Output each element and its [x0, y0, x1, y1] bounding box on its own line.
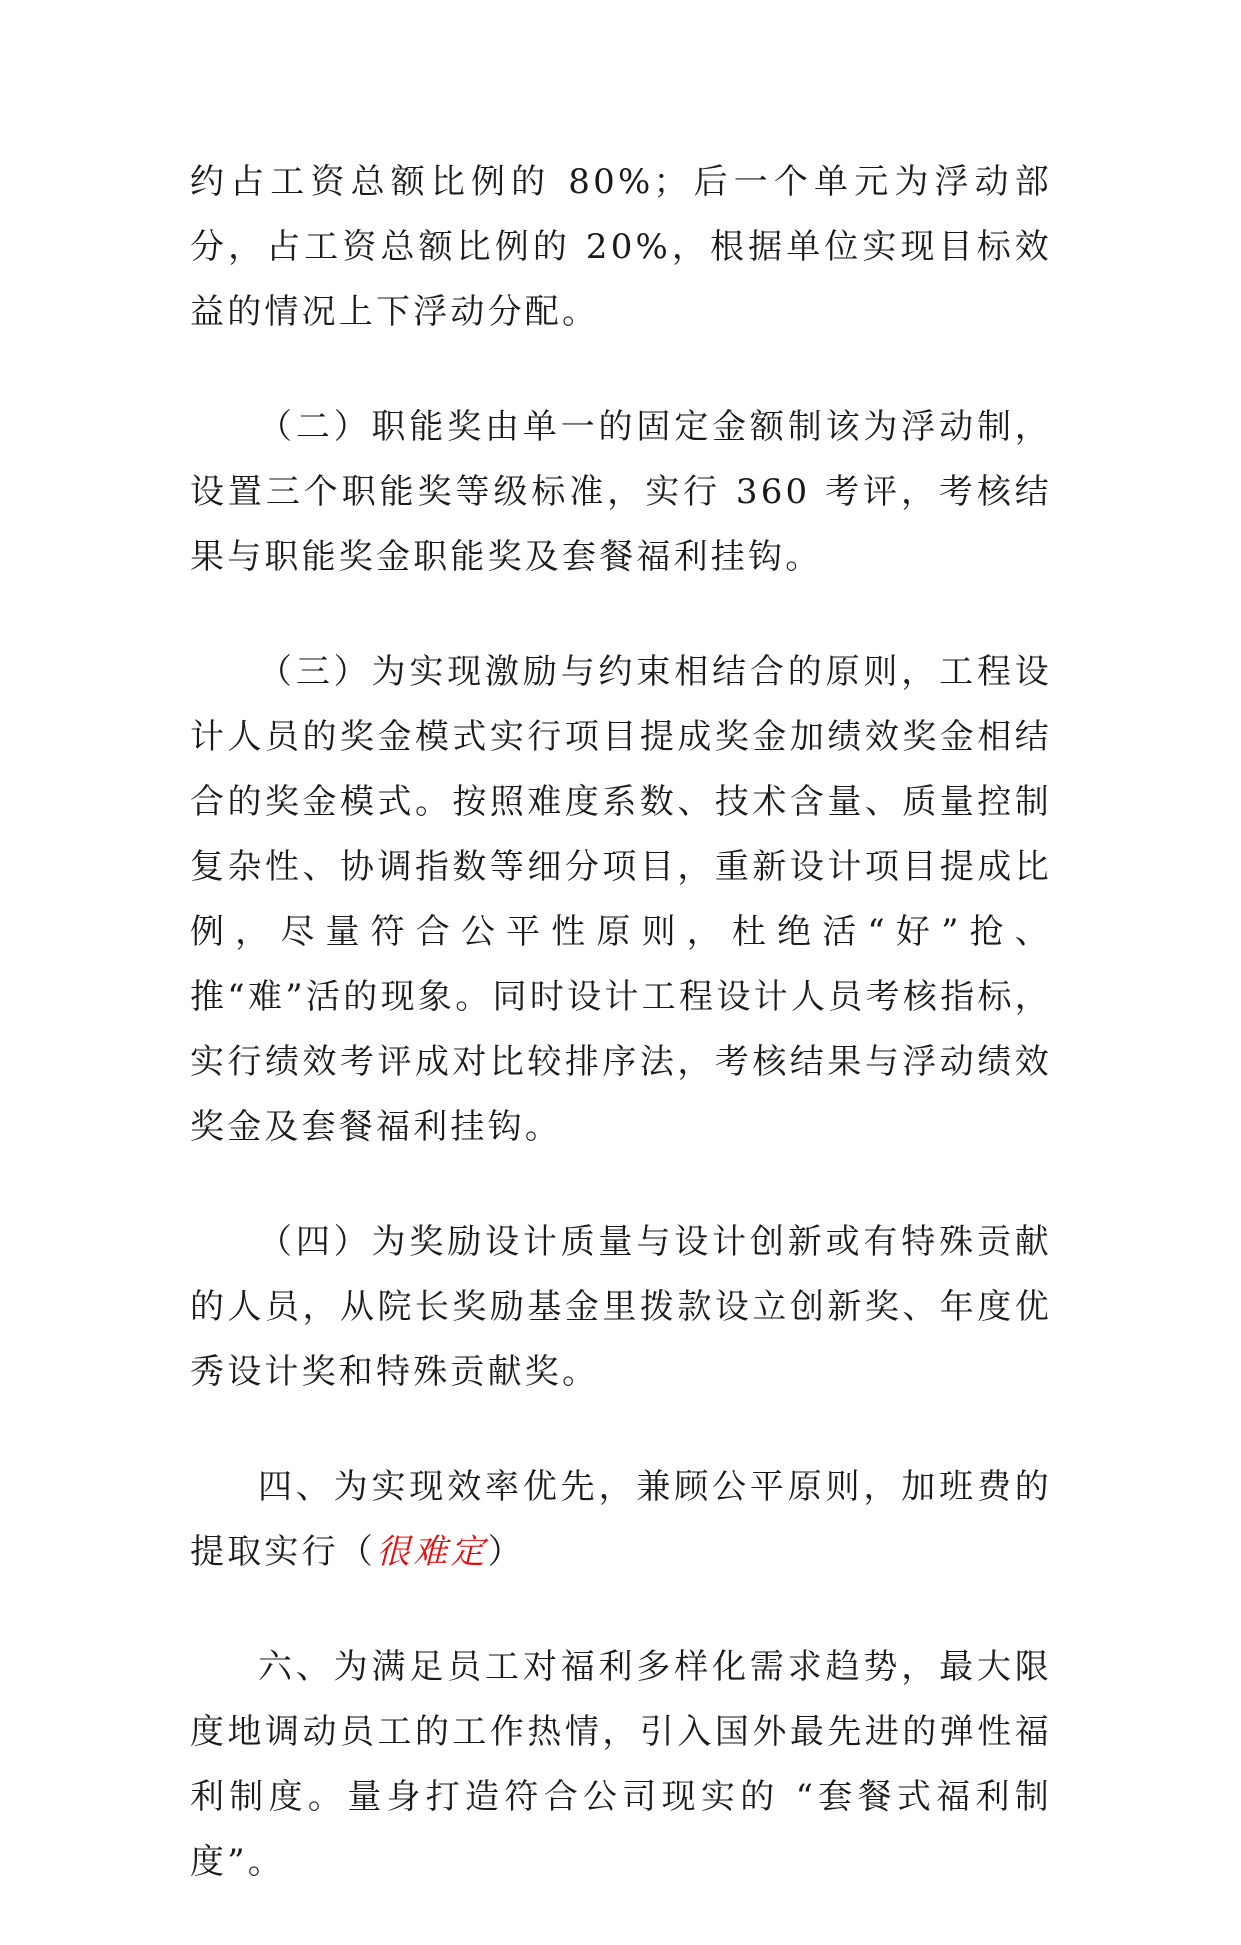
paragraph-overtime-pay: [190, 1455, 1052, 1585]
overtime-close: ）: [487, 1532, 525, 1572]
paragraph-innovation-award: （四）为奖励设计质量与设计创新或有特殊贡献的人员，从院长奖励基金里拨款设立创新奖、年度优秀设计奖和特殊贡献奖。: [190, 1222, 1052, 1392]
paragraph-flexible-benefits: 六、为满足员工对福利多样化需求趋势，最大限度地调动员工的工作热情，引入国外最先进的弹性福利制度。量身打造符合公司现实的 “套餐式福利制度”。: [190, 1647, 1052, 1882]
highlight-note: 很难定: [376, 1532, 488, 1572]
paragraph-function-bonus: （二）职能奖由单一的固定金额制该为浮动制，设置三个职能奖等级标准，实行 360 考评，考核结果与职能奖金职能奖及套餐福利挂钩。: [190, 407, 1052, 577]
overtime-text: 四、为实现效率优先，兼顾公平原则，加班费的提取实行（: [190, 1467, 1052, 1572]
paragraph-design-bonus: （三）为实现激励与约束相结合的原则，工程设计人员的奖金模式实行项目提成奖金加绩效奖金相结合的奖金模式。按照难度系数、技术含量、质量控制复杂性、协调指数等细分项目，重新设计项目提成比例，尽量符合公平性原则，杜绝活“好”抢、推“难”活的现象。同时设计工程设计人员考核指标，实行绩效考评成对比较排序法，考核结果与浮动绩效奖金及套餐福利挂钩。: [190, 652, 1052, 1147]
paragraph-salary-ratio: 约占工资总额比例的 80%；后一个单元为浮动部分，占工资总额比例的 20%，根据单位实现目标效益的情况上下浮动分配。: [190, 162, 1052, 332]
document-body: [190, 150, 1052, 1945]
